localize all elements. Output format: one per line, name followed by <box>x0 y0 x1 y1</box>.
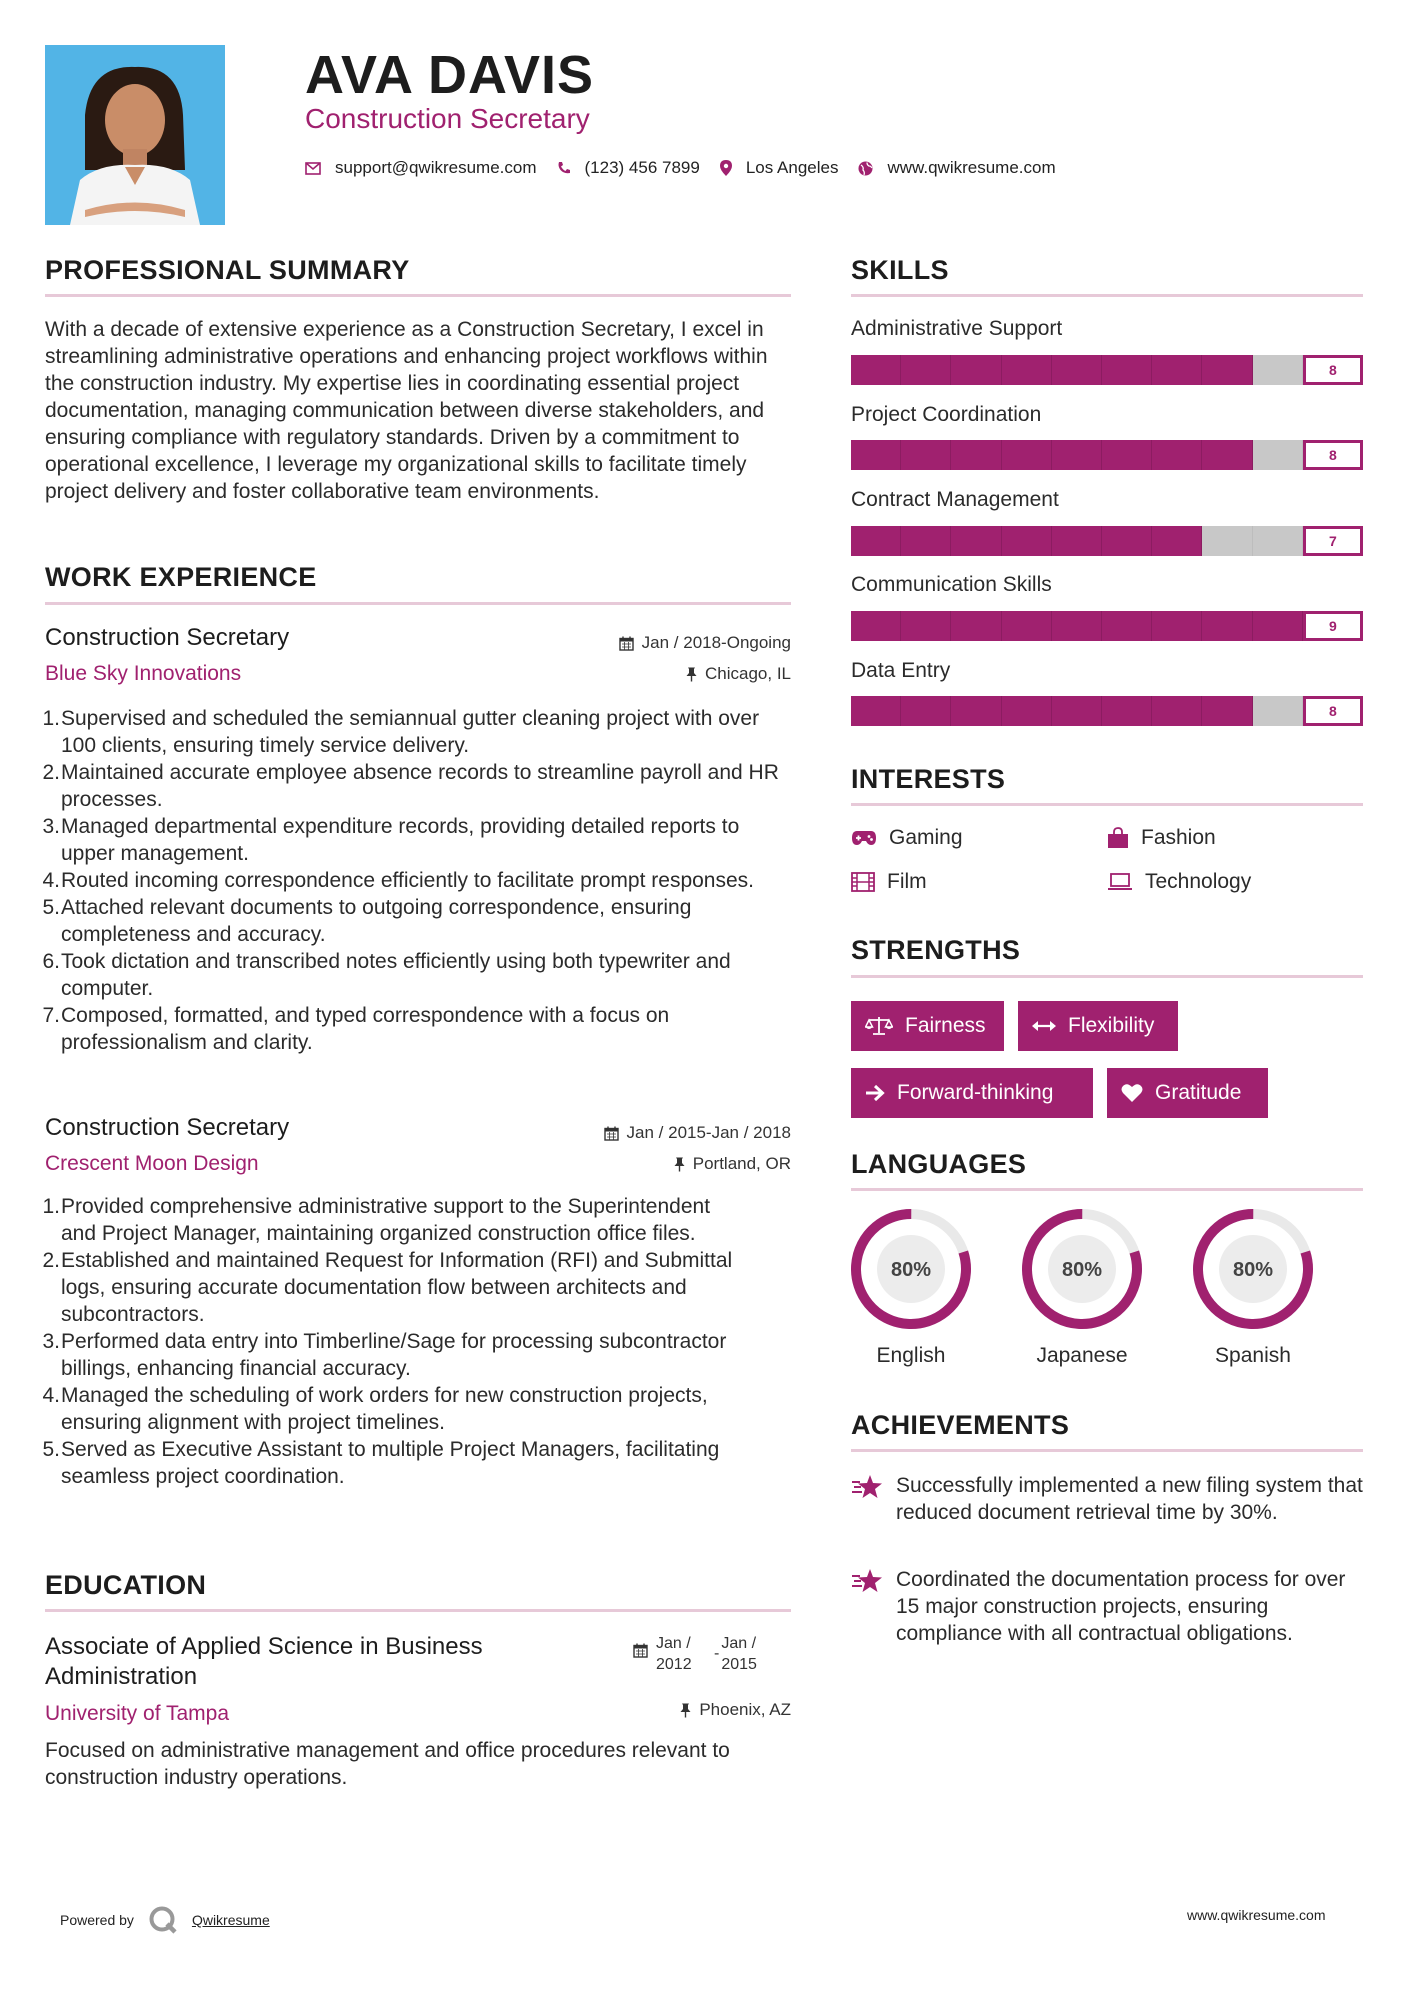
profile-photo <box>45 45 225 225</box>
education-start: Jan / 2012 <box>656 1635 692 1673</box>
brand-link[interactable]: Qwikresume <box>191 1912 270 1928</box>
skill-segment <box>851 355 901 385</box>
skill-segment <box>901 355 951 385</box>
skill-segment <box>951 611 1001 641</box>
job-dates <box>500 1123 791 1143</box>
language-percent: 80% <box>1061 1259 1103 1281</box>
globe-icon <box>858 161 873 176</box>
phone-icon <box>557 161 571 175</box>
list-item: 4. Routed incoming correspondence efficiently to facilitate prompt responses. <box>42 869 754 892</box>
achievement-item <box>851 1566 1363 1647</box>
achievements-divider <box>851 1449 1363 1452</box>
skill-bar <box>851 355 1363 385</box>
list-item: 2. Established and maintained Request for Information (RFI) and Submittal logs, ensuring accurate documentation flow between architects and subcontractors. <box>42 1249 733 1326</box>
language-item <box>849 1207 973 1336</box>
experience-divider <box>45 602 791 605</box>
footer-url[interactable]: www.qwikresume.com <box>1187 1907 1326 1923</box>
shopping-bag-icon <box>1107 827 1129 849</box>
list-item: 5. Attached relevant documents to outgoing correspondence, ensuring completeness and accuracy. <box>42 896 692 946</box>
language-name: English <box>876 1344 946 1367</box>
summary-text: With a decade of extensive experience as a Construction Secretary, I excel in streamlining administrative operations and enhancing project workflows within the construction industry. My expertise lies in coordinating essential project documentation, managing communication between diverse stakeholders, and ensuring compliance with regulatory standards. Driven by a commitment to operational excellence, I leverage my organizational skills to facilitate timely project delivery and foster collaborative team environments. <box>45 318 768 503</box>
education-description: Focused on administrative management and office procedures relevant to construction industry operations. <box>45 1739 730 1789</box>
arrow-right-icon <box>865 1084 885 1102</box>
skill-segment <box>1002 611 1052 641</box>
skill-segment <box>1052 611 1102 641</box>
strength-label: Forward-thinking <box>897 1081 1054 1104</box>
list-item: 5. Served as Executive Assistant to multiple Project Managers, facilitating seamless project coordination. <box>42 1438 720 1488</box>
skill-segment <box>1202 440 1252 470</box>
arrows-horizontal-icon <box>1032 1020 1056 1032</box>
laptop-icon <box>1107 873 1133 891</box>
star-badge-icon <box>851 1566 896 1647</box>
skill-segment <box>1102 526 1152 556</box>
skill-bar <box>851 440 1363 470</box>
skill-segment <box>901 526 951 556</box>
list-item: 2. Maintained accurate employee absence records to streamline payroll and HR processes. <box>42 761 779 811</box>
contact-phone[interactable]: (123) 456 7899 <box>584 158 700 177</box>
skill-segment <box>1152 355 1202 385</box>
skill-segment <box>1202 696 1252 726</box>
skill-segment <box>1202 355 1252 385</box>
education-divider <box>45 1609 791 1612</box>
skill-segment <box>1152 696 1202 726</box>
skill-segment <box>1102 440 1152 470</box>
education-location-text: Phoenix, AZ <box>699 1700 791 1719</box>
job-bullets <box>42 1193 742 1490</box>
skill-segment <box>1002 696 1052 726</box>
strengths-heading: STRENGTHS <box>851 935 1021 965</box>
location-pin-icon <box>720 160 732 176</box>
footer-powered <box>60 1905 270 1935</box>
skill-name: Contract Management <box>851 488 1059 511</box>
contact-bar <box>305 158 1076 178</box>
language-ring <box>1191 1207 1315 1331</box>
skill-segment <box>1202 611 1252 641</box>
education-end: Jan / 2015 <box>721 1635 757 1673</box>
skill-segment <box>1102 696 1152 726</box>
skill-level-box: 7 <box>1303 526 1363 556</box>
skills-heading: SKILLS <box>851 255 949 285</box>
skill-name: Project Coordination <box>851 403 1042 426</box>
job-dates <box>500 633 791 653</box>
skill-segment <box>1052 696 1102 726</box>
interest-label: Film <box>887 870 927 893</box>
pushpin-icon <box>686 667 697 682</box>
language-ring <box>849 1207 973 1331</box>
skill-segment <box>1152 440 1202 470</box>
languages-divider <box>851 1188 1363 1191</box>
skill-segment <box>1052 440 1102 470</box>
achievement-item <box>851 1472 1363 1526</box>
contact-location: Los Angeles <box>745 158 839 177</box>
skill-name: Communication Skills <box>851 573 1052 596</box>
skill-name: Administrative Support <box>851 317 1063 340</box>
skill-segment <box>901 440 951 470</box>
list-item: 6. Took dictation and transcribed notes efficiently using both typewriter and computer. <box>42 950 731 1000</box>
star-badge-icon <box>851 1472 896 1526</box>
education-location <box>500 1700 791 1720</box>
strength-label: Fairness <box>905 1014 986 1037</box>
gamepad-icon <box>851 830 877 846</box>
calendar-icon <box>619 636 634 651</box>
language-item <box>1020 1207 1144 1336</box>
skill-segment <box>1253 696 1303 726</box>
language-name: Spanish <box>1215 1344 1291 1367</box>
interest-item <box>851 870 927 894</box>
skill-segment <box>1002 355 1052 385</box>
strength-tag <box>1018 1001 1178 1051</box>
strength-label: Gratitude <box>1155 1081 1242 1104</box>
interest-item <box>1107 826 1216 850</box>
language-ring <box>1020 1207 1144 1331</box>
skill-segment <box>851 611 901 641</box>
language-percent: 80% <box>1232 1259 1274 1281</box>
qwikresume-logo-icon <box>148 1905 178 1935</box>
job-title: Construction Secretary <box>45 1114 290 1141</box>
skill-segment <box>951 440 1001 470</box>
interest-label: Fashion <box>1141 826 1216 849</box>
skill-segment <box>1253 611 1303 641</box>
skill-segment <box>1253 355 1303 385</box>
achievements-heading: ACHIEVEMENTS <box>851 1410 1070 1440</box>
skill-segment <box>1253 526 1303 556</box>
job-location <box>500 1154 791 1174</box>
strength-tag <box>851 1001 1004 1051</box>
summary-heading: PROFESSIONAL SUMMARY <box>45 255 410 285</box>
skill-segment <box>1152 611 1202 641</box>
education-heading: EDUCATION <box>45 1570 207 1600</box>
interest-item <box>851 826 963 850</box>
film-icon <box>851 872 875 892</box>
language-item <box>1191 1207 1315 1336</box>
pushpin-icon <box>680 1703 691 1718</box>
skill-segment <box>851 526 901 556</box>
skill-level-box: 8 <box>1303 696 1363 726</box>
candidate-title: Construction Secretary <box>305 103 590 134</box>
heart-icon <box>1121 1083 1143 1103</box>
skill-segment <box>1052 355 1102 385</box>
interests-heading: INTERESTS <box>851 764 1006 794</box>
job-company: Blue Sky Innovations <box>45 662 242 685</box>
interest-item <box>1107 870 1251 894</box>
achievement-text: Coordinated the documentation process for over 15 major construction projects, ensuring compliance with all contractual obligations. <box>896 1568 1346 1645</box>
candidate-name: AVA DAVIS <box>305 45 595 105</box>
skill-level-box: 9 <box>1303 611 1363 641</box>
languages-heading: LANGUAGES <box>851 1149 1027 1179</box>
achievement-text: Successfully implemented a new filing system that reduced document retrieval time by 30%. <box>896 1474 1363 1524</box>
job-company: Crescent Moon Design <box>45 1152 259 1175</box>
job-dates-text: Jan / 2015-Jan / 2018 <box>626 1123 791 1142</box>
language-percent: 80% <box>890 1259 932 1281</box>
interest-label: Gaming <box>889 826 963 849</box>
summary-divider <box>45 294 791 297</box>
list-item: 1. Provided comprehensive administrative support to the Superintendent and Project Manager, maintaining organized construction office files. <box>42 1195 711 1245</box>
skill-name: Data Entry <box>851 659 951 682</box>
list-item: 3. Performed data entry into Timberline/Sage for processing subcontractor billings, enhancing financial accuracy. <box>42 1330 727 1380</box>
date-separator: - <box>714 1645 720 1662</box>
skill-segment <box>951 355 1001 385</box>
job-title: Construction Secretary <box>45 624 290 651</box>
list-item: 1. Supervised and scheduled the semiannual gutter cleaning project with over 100 clients, ensuring timely service delivery. <box>42 707 760 757</box>
skill-segment <box>951 526 1001 556</box>
skill-segment <box>1102 355 1152 385</box>
job-location <box>500 664 791 684</box>
list-item: 7. Composed, formatted, and typed correspondence with a focus on professionalism and clarity. <box>42 1004 670 1054</box>
skill-segment <box>901 696 951 726</box>
pushpin-icon <box>674 1157 685 1172</box>
contact-website[interactable]: www.qwikresume.com <box>887 158 1056 177</box>
degree-title: Associate of Applied Science in Business Administration <box>45 1633 483 1690</box>
skill-segment <box>1002 526 1052 556</box>
contact-email[interactable]: support@qwikresume.com <box>335 158 537 177</box>
skill-bar <box>851 696 1363 726</box>
skill-segment <box>1202 526 1252 556</box>
calendar-icon <box>633 1643 648 1658</box>
powered-by-label: Powered by <box>60 1912 134 1928</box>
school-name: University of Tampa <box>45 1702 230 1725</box>
calendar-icon <box>604 1126 619 1141</box>
job-dates-text: Jan / 2018-Ongoing <box>641 633 791 652</box>
job-location-text: Chicago, IL <box>705 664 791 683</box>
envelope-icon <box>305 162 321 175</box>
skill-bar <box>851 611 1363 641</box>
skill-bar <box>851 526 1363 556</box>
language-name: Japanese <box>1036 1344 1128 1367</box>
experience-heading: WORK EXPERIENCE <box>45 562 317 592</box>
interest-label: Technology <box>1145 870 1252 893</box>
education-dates <box>633 1633 769 1675</box>
strength-tag <box>1107 1068 1268 1118</box>
list-item: 4. Managed the scheduling of work orders for new construction projects, ensuring alignment with project timelines. <box>42 1384 708 1434</box>
skill-segment <box>1002 440 1052 470</box>
strengths-divider <box>851 975 1363 978</box>
skill-segment <box>851 440 901 470</box>
skill-segment <box>1052 526 1102 556</box>
skill-segment <box>901 611 951 641</box>
skill-segment <box>851 696 901 726</box>
interests-divider <box>851 803 1363 806</box>
list-item: 3. Managed departmental expenditure records, providing detailed reports to upper management. <box>42 815 740 865</box>
skill-segment <box>1152 526 1202 556</box>
skill-segment <box>951 696 1001 726</box>
job-location-text: Portland, OR <box>692 1154 791 1173</box>
skill-segment <box>1102 611 1152 641</box>
skill-level-box: 8 <box>1303 355 1363 385</box>
balance-scale-icon <box>865 1016 893 1036</box>
job-bullets <box>42 705 794 1056</box>
skill-segment <box>1253 440 1303 470</box>
strength-label: Flexibility <box>1068 1014 1155 1037</box>
skills-divider <box>851 294 1363 297</box>
skill-level-box: 8 <box>1303 440 1363 470</box>
strength-tag <box>851 1068 1093 1118</box>
